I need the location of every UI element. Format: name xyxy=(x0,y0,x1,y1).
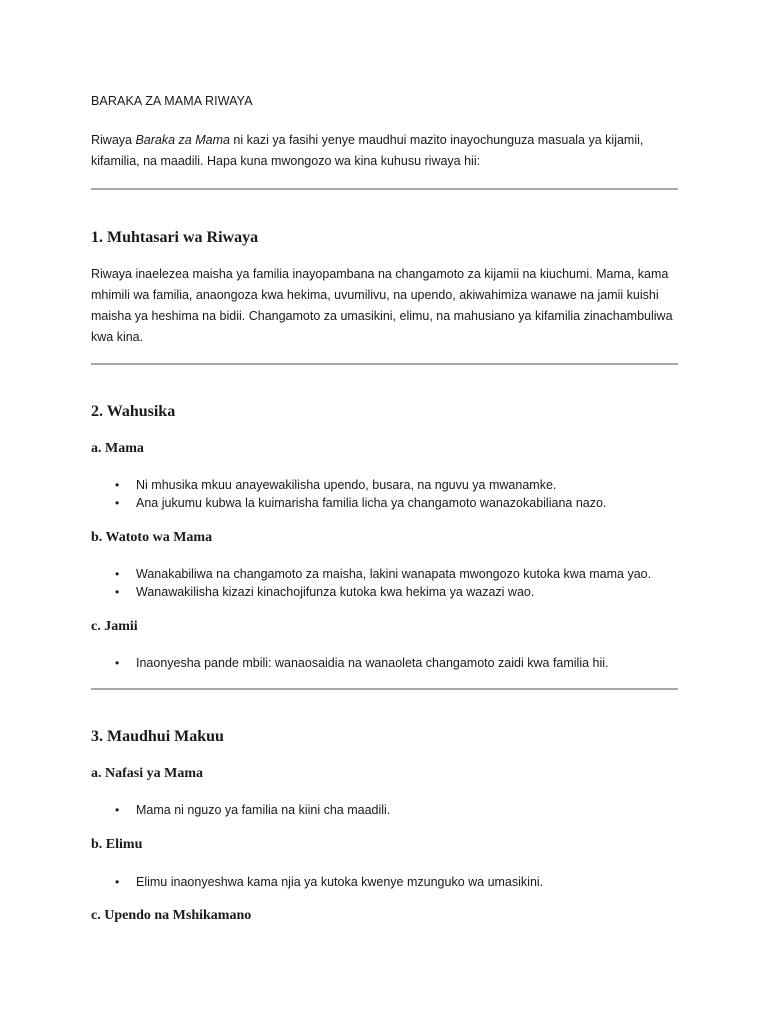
bullet-list-jamii xyxy=(91,654,678,672)
subheading-elimu: b. Elimu xyxy=(91,837,143,852)
list-item: • Wanawakilisha kizazi kinachojifunza kutoka kwa hekima ya wazazi wao. xyxy=(91,583,678,601)
bullet-list-elimu xyxy=(91,873,678,891)
section-divider xyxy=(91,688,678,690)
list-item: • Mama ni nguzo ya familia na kiini cha maadili. xyxy=(91,801,678,819)
section-divider xyxy=(91,188,678,190)
intro-text-before: Riwaya xyxy=(91,133,136,147)
subheading-mama: a. Mama xyxy=(91,441,144,456)
bullet-list-mama xyxy=(91,476,678,512)
subheading-jamii: c. Jamii xyxy=(91,619,138,634)
subheading-upendo-na-mshikamano: c. Upendo na Mshikamano xyxy=(91,908,252,923)
section-heading-maudhui: 3. Maudhui Makuu xyxy=(91,728,224,745)
intro-book-title: Baraka za Mama xyxy=(135,133,230,147)
bullet-list-nafasi xyxy=(91,801,678,819)
bullet-list-watoto xyxy=(91,565,678,601)
list-item: • Elimu inaonyeshwa kama njia ya kutoka kwenye mzunguko wa umasikini. xyxy=(91,873,678,891)
summary-paragraph: Riwaya inaelezea maisha ya familia inayopambana na changamoto za kijamii na kiuchumi. Mama, kama mhimili wa familia, anaongoza kwa hekima, uvumilivu, na upendo, akiwahimiza wanawe na jamii kuishi maisha ya heshima na bidii. Changamoto za umasikini, elimu, na mahusiano ya kifamilia zinachambuliwa kwa kina. xyxy=(91,267,673,344)
list-item: • Ana jukumu kubwa la kuimarisha familia licha ya changamoto wanazokabiliana nazo. xyxy=(91,494,678,512)
section-divider xyxy=(91,363,678,365)
subheading-watoto: b. Watoto wa Mama xyxy=(91,530,213,545)
list-item: • Wanakabiliwa na changamoto za maisha, lakini wanapata mwongozo kutoka kwa mama yao. xyxy=(91,565,678,583)
list-item: • Inaonyesha pande mbili: wanaosaidia na wanaoleta changamoto zaidi kwa familia hii. xyxy=(91,654,678,672)
document-title: BARAKA ZA MAMA RIWAYA xyxy=(91,94,253,108)
intro-text-after: ni kazi ya fasihi yenye maudhui mazito inayochunguza masuala ya kijamii, kifamilia, na maadili. Hapa kuna mwongozo wa kina kuhusu riwaya hii: xyxy=(91,133,644,168)
intro-paragraph xyxy=(91,130,678,172)
section-heading-wahusika: 2. Wahusika xyxy=(91,403,176,420)
list-item: • Ni mhusika mkuu anayewakilisha upendo, busara, na nguvu ya mwanamke. xyxy=(91,476,678,494)
section-heading-muhtasari: 1. Muhtasari wa Riwaya xyxy=(91,229,259,246)
subheading-nafasi-ya-mama: a. Nafasi ya Mama xyxy=(91,766,203,781)
